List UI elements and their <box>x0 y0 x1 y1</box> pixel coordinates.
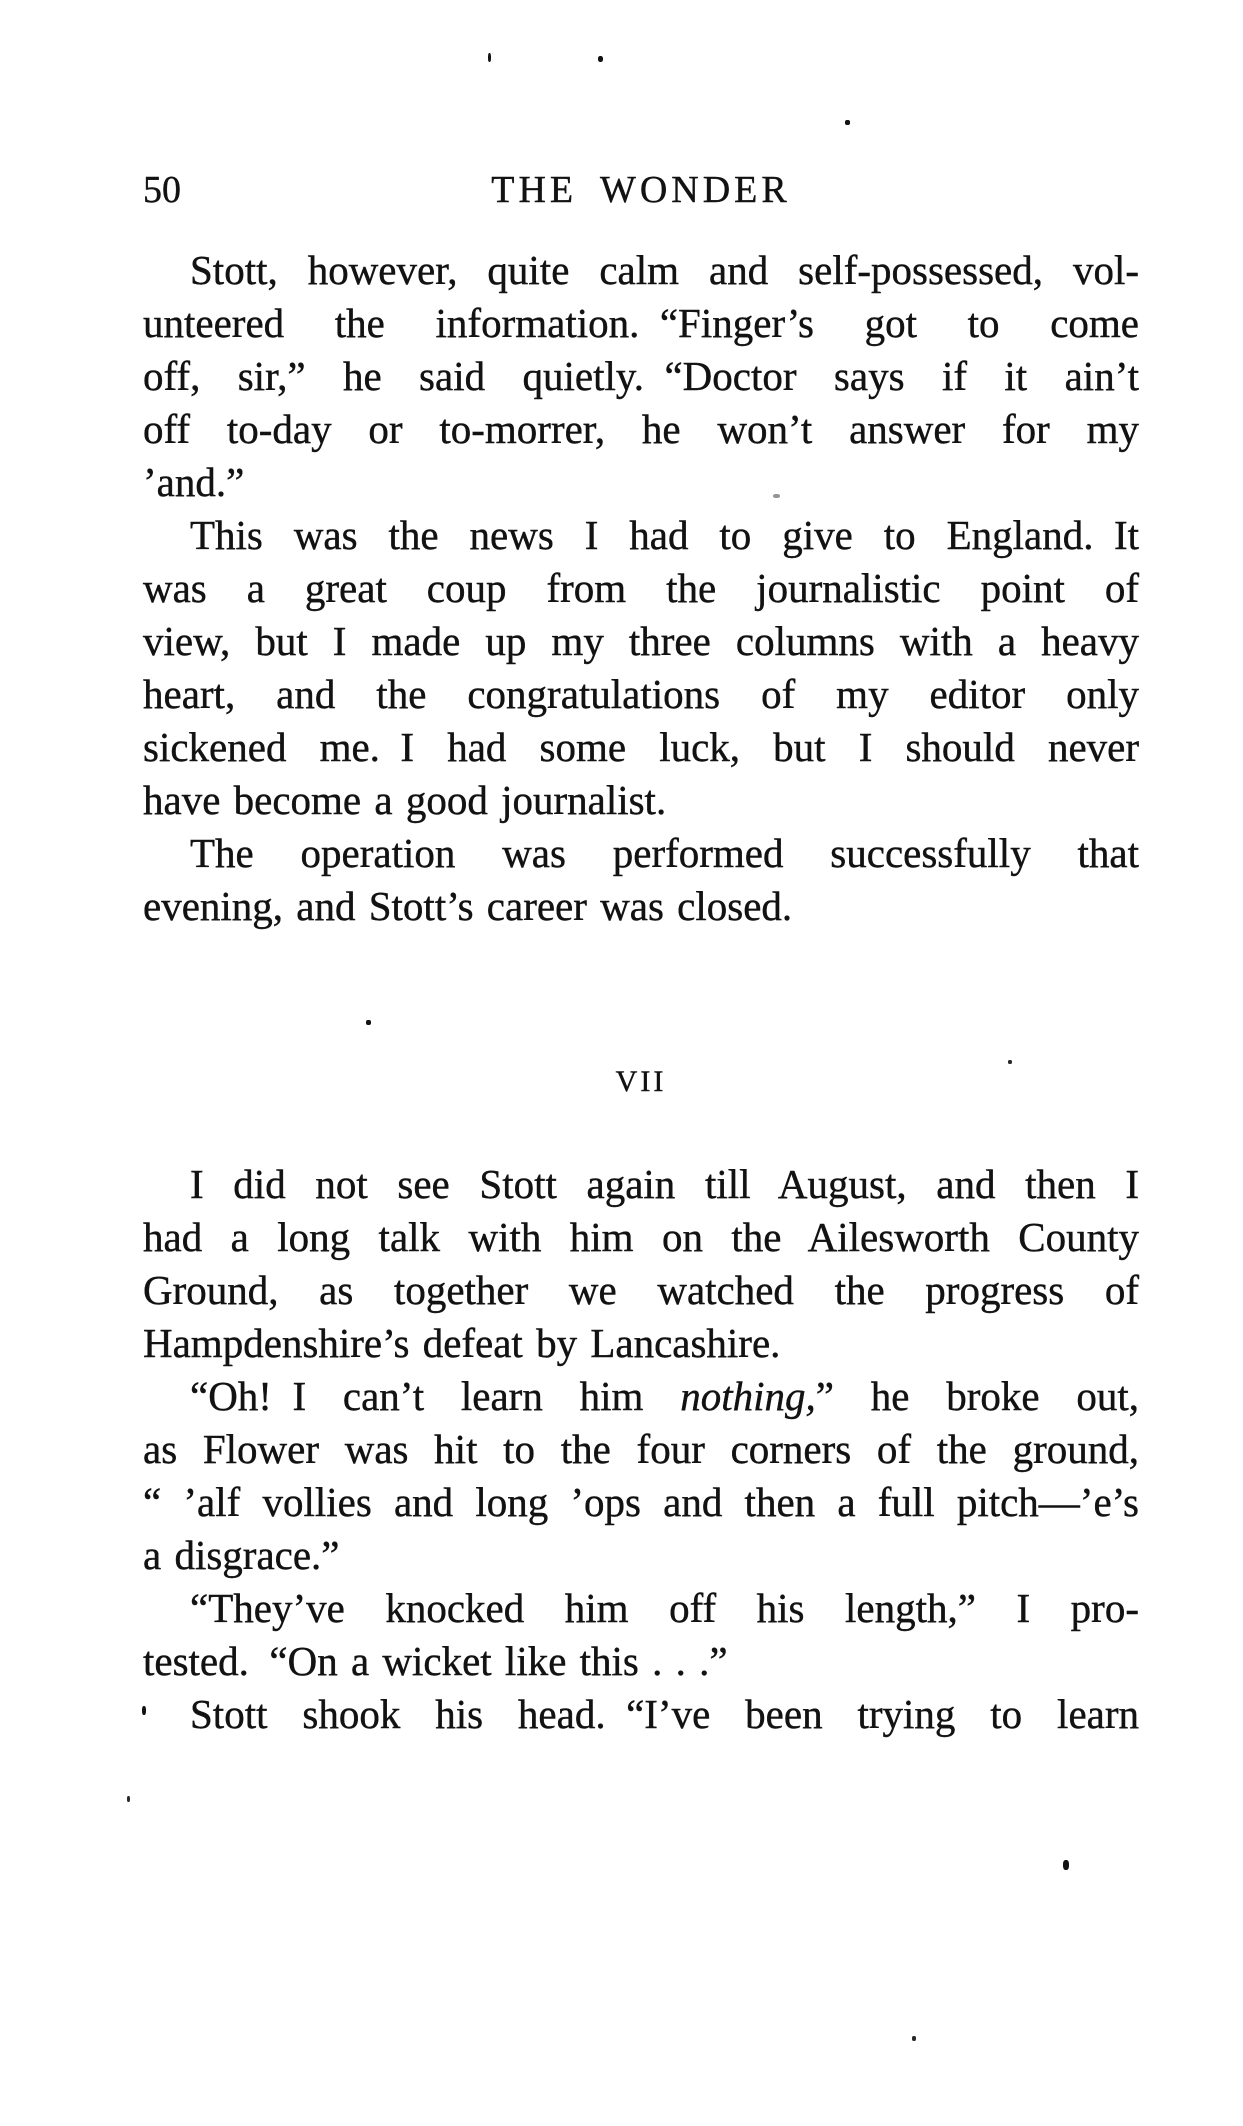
text-line <box>143 1476 1139 1529</box>
text-line <box>143 615 1139 668</box>
text-segment: off to-day or to-morrer, he won’t answer for my <box>143 406 1139 452</box>
text-segment: Stott shook his head. “I’ve been trying to learn <box>190 1691 1139 1737</box>
section-heading: VII <box>615 1065 667 1098</box>
text-line <box>143 403 1139 456</box>
paragraph <box>143 1688 1139 1741</box>
text-segment: had a long talk with him on the Ailesworth County <box>143 1214 1139 1260</box>
scan-speck <box>142 1706 146 1715</box>
scan-speck <box>598 56 603 62</box>
text-line <box>143 668 1139 721</box>
text-segment: The operation was performed successfully that <box>190 830 1139 876</box>
paragraph <box>143 509 1139 827</box>
text-line <box>143 880 1139 933</box>
scan-speck <box>845 120 850 125</box>
running-title: THE WONDER <box>491 169 791 211</box>
text-segment: have become a good journalist. <box>143 777 667 823</box>
text-segment: This was the news I had to give to England. It <box>190 512 1139 558</box>
body-text-after-heading <box>143 1158 1139 1741</box>
text-segment: evening, and Stott’s career was closed. <box>143 883 793 929</box>
paragraph <box>143 827 1139 933</box>
text-line <box>143 244 1139 297</box>
text-segment: as Flower was hit to the four corners of the ground, <box>143 1426 1139 1472</box>
text-segment: Hampdenshire’s defeat by Lancashire. <box>143 1320 781 1366</box>
text-segment: “ ’alf vollies and long ’ops and then a full pitch—’e’s <box>143 1479 1139 1525</box>
text-segment: off, sir,” he said quietly. “Doctor says if it ain’t <box>143 353 1139 399</box>
text-segment: was a great coup from the journalistic point of <box>143 565 1139 611</box>
scan-speck <box>1008 1060 1012 1064</box>
text-segment: Stott, however, quite calm and self-possessed, vol- <box>190 247 1139 293</box>
text-segment: tested. “On a wicket like this . . .” <box>143 1638 728 1684</box>
text-segment: I did not see Stott again till August, and then I <box>190 1161 1139 1207</box>
text-line <box>143 1423 1139 1476</box>
text-line <box>143 1582 1139 1635</box>
text-segment: nothing, <box>680 1373 816 1419</box>
text-line <box>143 1635 1139 1688</box>
paragraph <box>143 244 1139 509</box>
text-segment: view, but I made up my three columns with a heavy <box>143 618 1139 664</box>
scan-speck <box>773 494 780 498</box>
text-line <box>143 774 1139 827</box>
text-line <box>143 297 1139 350</box>
text-segment: heart, and the congratulations of my editor only <box>143 671 1139 717</box>
text-line <box>143 1264 1139 1317</box>
text-segment: ’and.” <box>143 459 245 505</box>
text-line <box>143 456 1139 509</box>
scan-speck <box>912 2036 916 2041</box>
paragraph <box>143 1582 1139 1688</box>
scan-speck <box>488 53 491 62</box>
text-segment: sickened me. I had some luck, but I should never <box>143 724 1139 770</box>
scan-speck <box>366 1020 371 1025</box>
text-line <box>143 1211 1139 1264</box>
text-line <box>143 1529 1139 1582</box>
paragraph <box>143 1370 1139 1582</box>
text-segment: “They’ve knocked him off his length,” I pro- <box>190 1585 1139 1631</box>
text-line <box>143 827 1139 880</box>
text-line <box>143 1317 1139 1370</box>
text-line <box>143 1370 1139 1423</box>
text-segment: ” he broke out, <box>815 1373 1139 1419</box>
text-segment: unteered the information. “Finger’s got to come <box>143 300 1139 346</box>
text-line <box>143 350 1139 403</box>
text-segment: “Oh! I can’t learn him <box>190 1373 681 1419</box>
text-segment: Ground, as together we watched the progress of <box>143 1267 1139 1313</box>
paragraph <box>143 1158 1139 1370</box>
text-segment: a disgrace.” <box>143 1532 340 1578</box>
scan-speck <box>1063 1860 1069 1870</box>
page-number: 50 <box>143 169 181 211</box>
text-line <box>143 721 1139 774</box>
text-line <box>143 1688 1139 1741</box>
text-line <box>143 509 1139 562</box>
scan-speck <box>127 1796 130 1802</box>
page-header <box>143 166 1139 214</box>
body-text-before-heading <box>143 244 1139 933</box>
text-line <box>143 1158 1139 1211</box>
text-line <box>143 562 1139 615</box>
